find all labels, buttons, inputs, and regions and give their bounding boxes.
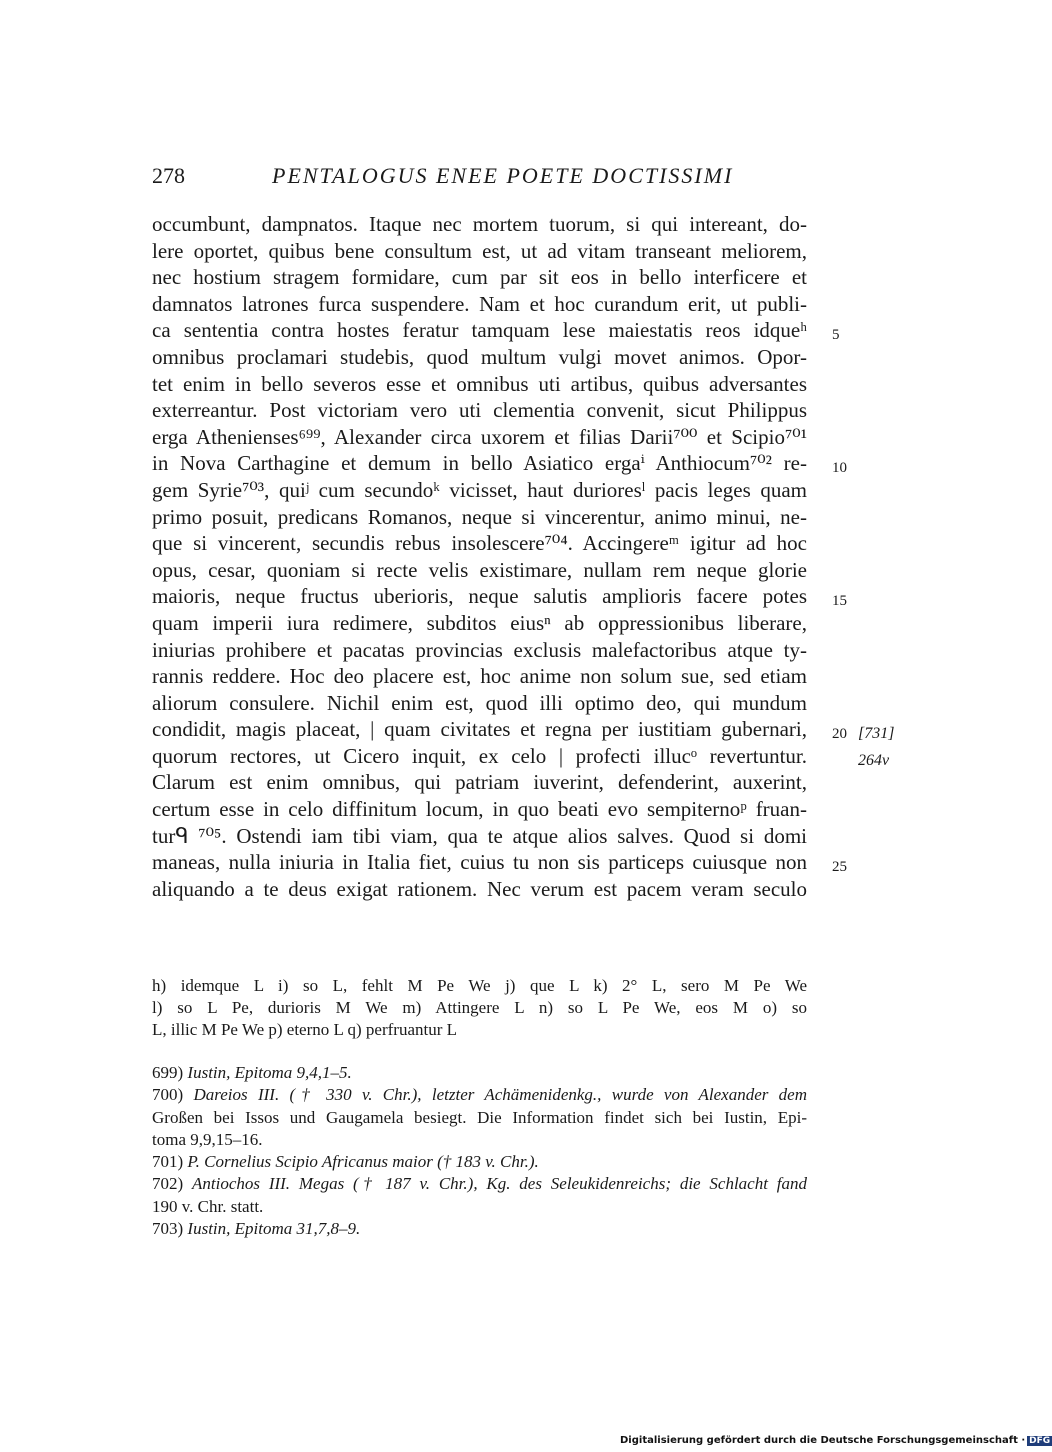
footnote-line: toma 9,9,15–16. [152, 1129, 263, 1149]
text-line: certum esse in celo diffinitum locum, in quo beati evo sempiternoᵖ fruan- [152, 797, 807, 822]
text-line: erga Athenienses⁶⁹⁹, Alexander circa uxorem et filias Darii⁷⁰⁰ et Scipio⁷⁰¹ [152, 424, 807, 449]
text-line: damnatos latrones furca suspendere. Nam et hoc curandum erit, ut publi- [152, 291, 807, 316]
running-title: PENTALOGUS ENEE POETE DOCTISSIMI [272, 163, 734, 188]
text-line: tet enim in bello severos esse et omnibus uti artibus, quibus adversantes [152, 371, 807, 396]
text-line: aliorum consulere. Nichil enim est, quod illi optimo deo, qui mundum [152, 690, 807, 715]
footnote-line: Großen bei Issos und Gaugamela besiegt. Die Information findet sich bei Iustin, Epi- [152, 1107, 807, 1127]
text-line: turᑫ ⁷⁰⁵. Ostendi iam tibi viam, qua te atque alios salves. Quod si domi [152, 823, 807, 848]
page-number: 278 [152, 163, 185, 188]
text-line: quam imperii iura redimere, subditos eiusⁿ ab oppressionibus liberare, [152, 610, 807, 635]
margin-page-reference: [731] [858, 725, 895, 742]
footnote-number: 701) [152, 1152, 184, 1172]
text-line: lere oportet, quibus bene consultum est, ut ad vitam transeant meliorem, [152, 238, 807, 263]
text-line: Clarum est enim omnibus, qui patriam iuverint, defenderint, auxerint, [152, 770, 807, 795]
text-line: aliquando a te deus exigat rationem. Nec verum est pacem veram seculo [152, 876, 807, 901]
text-line: maioris, neque fructus uberioris, neque salutis amplioris facere potes [152, 584, 807, 609]
footnote-text: Antiochos III. Megas († 187 v. Chr.), Kg. des Seleukidenreichs; die Schlacht fand [192, 1174, 807, 1194]
text-line: exterreantur. Post victoriam vero uti clementia convenit, sicut Philippus [152, 398, 807, 423]
footnote-line: 190 v. Chr. statt. [152, 1196, 264, 1216]
apparatus-line: L, illic M Pe We p) eterno L q) perfruantur L [152, 1020, 458, 1039]
text-line: omnibus proclamari studebis, quod multum vulgi movet animos. Opor- [152, 344, 807, 369]
text-line: maneas, nulla iniuria in Italia fiet, cuius tu non sis particeps cuiusque non [152, 850, 807, 875]
text-line: rannis reddere. Hoc deo placere est, hoc anime non solum sue, sed etiam [152, 664, 807, 689]
text-line: gem Syrie⁷⁰³, quiʲ cum secundoᵏ vicisset, haut durioresˡ pacis leges quam [152, 477, 807, 502]
footnote-line [152, 1218, 807, 1240]
margin-folio-reference: 264v [858, 752, 890, 769]
credit-text: Digitalisierung gefördert durch die Deutsche Forschungsgemeinschaft · [620, 1435, 1026, 1446]
footnote-text: Iustin, Epitoma 31,7,8–9. [187, 1219, 361, 1239]
footnote-number: 702) [152, 1174, 184, 1194]
footnotes [152, 1062, 807, 1240]
footnote-line [152, 1173, 807, 1195]
digitization-credit [620, 1435, 1051, 1446]
line-number: 5 [832, 327, 840, 343]
text-line: quorum rectores, ut Cicero inquit, ex celo | profecti illucᵒ revertuntur. [152, 743, 807, 768]
text-line: iniurias prohibere et pacatas provincias exclusis malefactoribus atque ty- [152, 637, 807, 662]
text-line: nec hostium stragem formidare, cum par sit eos in bello interficere et [152, 265, 807, 290]
footnote-text: Iustin, Epitoma 9,4,1–5. [187, 1063, 352, 1082]
running-header [152, 163, 812, 193]
footnote-line [152, 1084, 807, 1106]
text-line: ca sententia contra hostes feratur tamquam lese maiestatis reos idqueʰ [152, 318, 807, 343]
text-line: opus, cesar, quoniam si recte velis existimare, nullam rem neque glorie [152, 557, 807, 582]
text-line: in Nova Carthagine et demum in bello Asiatico ergaⁱ Anthiocum⁷⁰² re- [152, 451, 807, 476]
footnote-line [152, 1151, 807, 1173]
apparatus-line: h) idemque L i) so L, fehlt M Pe We j) que L k) 2° L, sero M Pe We [152, 976, 807, 995]
text-line: que si vincerent, secundis rebus insolescere⁷⁰⁴. Accingereᵐ igitur ad hoc [152, 531, 807, 556]
footnote-line [152, 1062, 807, 1084]
footnote-number: 703) [152, 1219, 184, 1239]
footnote-number: 700) [152, 1085, 184, 1105]
footnote-text: Dareios III. († 330 v. Chr.), letzter Achämenidenkg., wurde von Alexander dem [193, 1085, 807, 1105]
dfg-logo: DFG [1029, 1436, 1051, 1446]
line-number: 15 [832, 593, 847, 609]
critical-apparatus [152, 975, 807, 1041]
line-number: 25 [832, 859, 847, 875]
text-line: occumbunt, dampnatos. Itaque nec mortem tuorum, si qui intereant, do- [152, 212, 807, 236]
footnote-number: 699) [152, 1063, 184, 1082]
text-line: primo posuit, predicans Romanos, neque si vincerentur, animo minui, ne- [152, 504, 807, 529]
apparatus-line: l) so L Pe, durioris M We m) Attingere L n) so L Pe We, eos M o) so [152, 998, 807, 1017]
main-text [152, 211, 807, 902]
line-number: 20 [832, 726, 847, 742]
text-line: condidit, magis placeat, | quam civitates et regna per iustitiam gubernari, [152, 717, 807, 742]
line-number: 10 [832, 460, 847, 476]
footnote-text: P. Cornelius Scipio Africanus maior († 183 v. Chr.). [187, 1152, 539, 1172]
